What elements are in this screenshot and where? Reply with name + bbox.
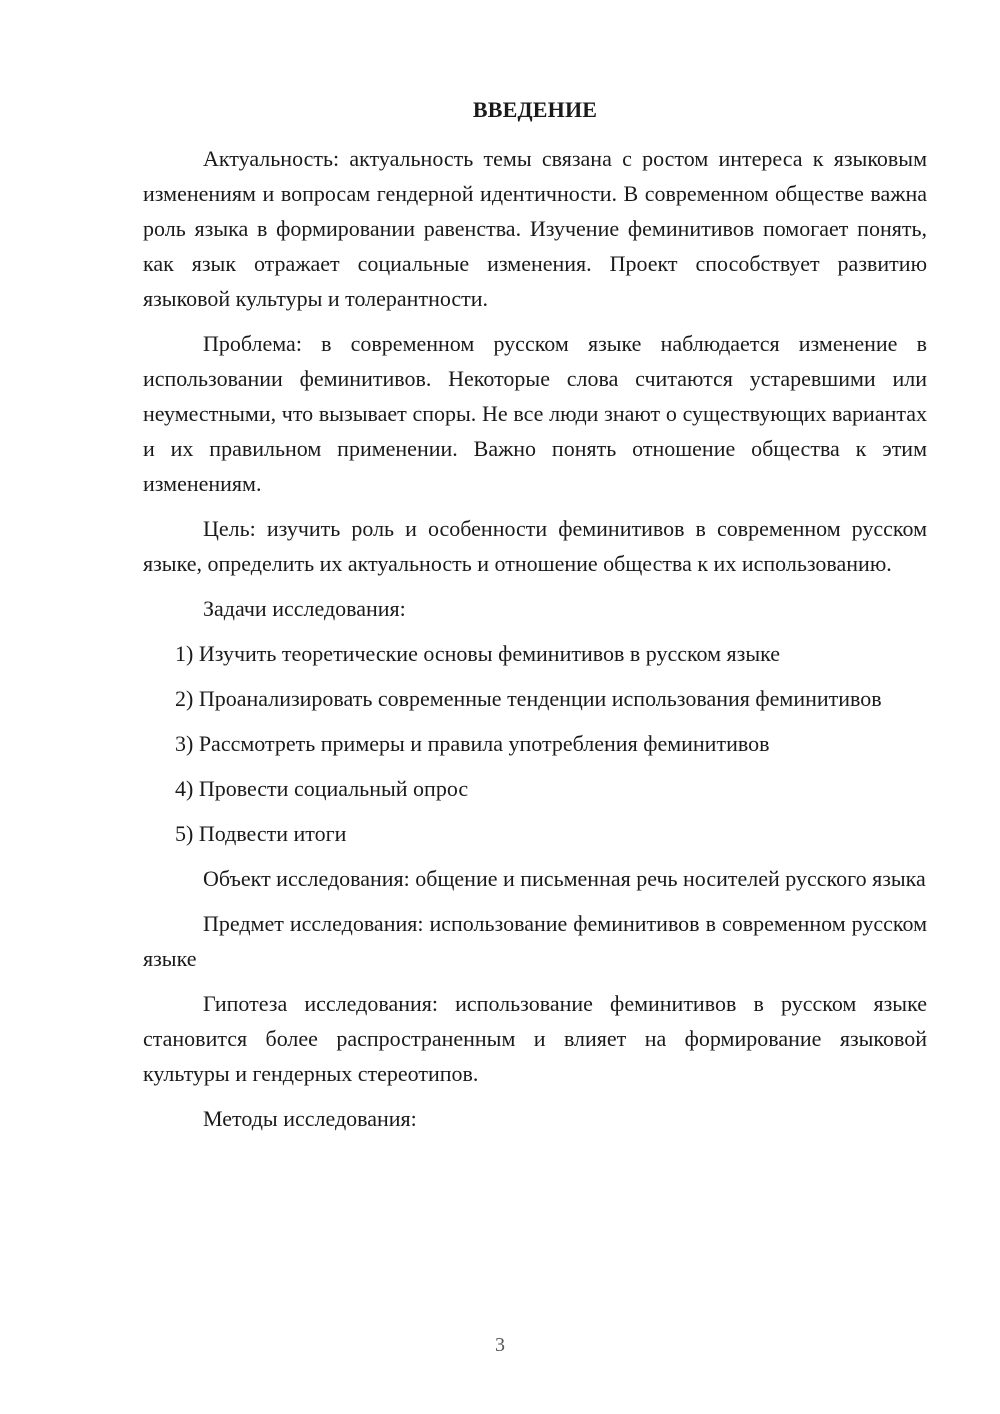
page-content	[143, 88, 927, 1136]
paragraph-goal: Цель: изучить роль и особенности феминитивов в современном русском языке, определить их актуальность и отношение общества к их использованию.	[143, 516, 927, 576]
task-item-4: 4) Провести социальный опрос	[175, 776, 469, 801]
paragraph-relevance: Актуальность: актуальность темы связана с ростом интереса к языковым изменениям и вопросам гендерной идентичности. В современном обществе важна роль языка в формировании равенства. Изучение феминитивов помогает понять, как язык отражает социальные изменения. Проект способствует развитию языковой культуры и толерантности.	[143, 146, 927, 311]
paragraph-tasks-heading: Задачи исследования:	[203, 596, 406, 621]
task-item-1: 1) Изучить теоретические основы феминитивов в русском языке	[175, 641, 781, 666]
page-number: 3	[495, 1334, 505, 1356]
task-item-3: 3) Рассмотреть примеры и правила употребления феминитивов	[175, 731, 770, 756]
paragraph-problem: Проблема: в современном русском языке наблюдается изменение в использовании феминитивов. Некоторые слова считаются устаревшими или неуместными, что вызывает споры. Не все люди знают о существующих вариантах и их правильном применении. Важно понять отношение общества к этим изменениям.	[143, 331, 927, 496]
paragraph-object: Объект исследования: общение и письменная речь носителей русского языка	[203, 866, 926, 891]
paragraph-methods: Методы исследования:	[203, 1106, 417, 1131]
paragraph-hypothesis: Гипотеза исследования: использование феминитивов в русском языке становится более распространенным и влияет на формирование языковой культуры и гендерных стереотипов.	[143, 991, 927, 1086]
task-item-5: 5) Подвести итоги	[175, 821, 347, 846]
paragraph-subject: Предмет исследования: использование феминитивов в современном русском языке	[143, 911, 927, 971]
page-title: ВВЕДЕНИЕ	[472, 97, 598, 122]
task-item-2: 2) Проанализировать современные тенденции использования феминитивов	[175, 686, 882, 711]
